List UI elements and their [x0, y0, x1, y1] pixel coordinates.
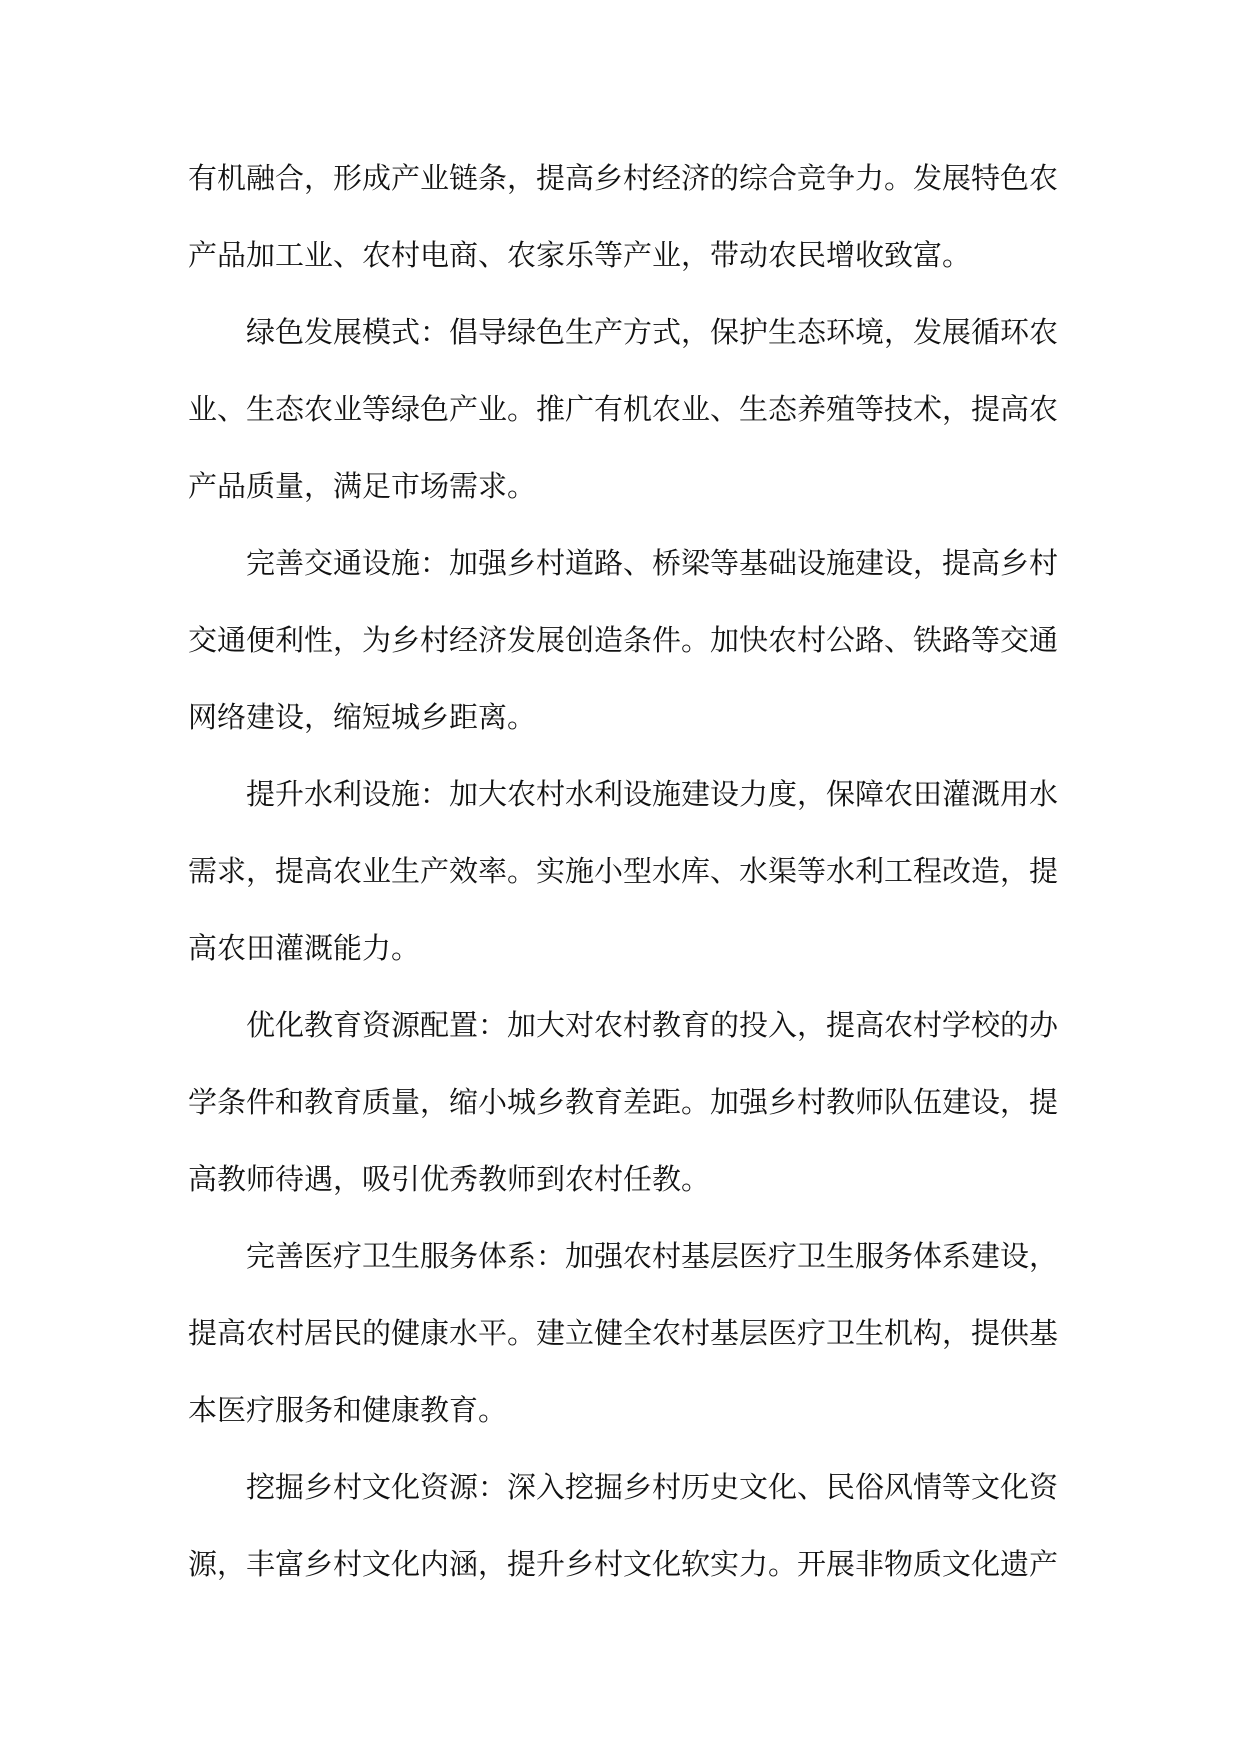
paragraph-education-resources: 优化教育资源配置：加大对农村教育的投入，提高农村学校的办学条件和教育质量，缩小城乡教育差距。加强乡村教师队伍建设，提高教师待遇，吸引优秀教师到农村任教。: [188, 1008, 1059, 1196]
paragraph-transport-facilities: 完善交通设施：加强乡村道路、桥梁等基础设施建设，提高乡村交通便利性，为乡村经济发展创造条件。加快农村公路、铁路等交通网络建设，缩短城乡距离。: [188, 546, 1059, 734]
paragraph-rural-culture: 挖掘乡村文化资源：深入挖掘乡村历史文化、民俗风情等文化资源，丰富乡村文化内涵，提升乡村文化软实力。开展非物质文化遗产: [188, 1470, 1059, 1581]
paragraph-industry-chain: 有机融合，形成产业链条，提高乡村经济的综合竞争力。发展特色农产品加工业、农村电商、农家乐等产业，带动农民增收致富。: [188, 161, 1059, 272]
document-body: [188, 140, 1058, 1603]
paragraph-medical-services: 完善医疗卫生服务体系：加强农村基层医疗卫生服务体系建设，提高农村居民的健康水平。建立健全农村基层医疗卫生机构，提供基本医疗服务和健康教育。: [188, 1239, 1059, 1427]
paragraph-water-conservancy: 提升水利设施：加大农村水利设施建设力度，保障农田灌溉用水需求，提高农业生产效率。实施小型水库、水渠等水利工程改造，提高农田灌溉能力。: [188, 777, 1059, 965]
paragraph-green-development: 绿色发展模式：倡导绿色生产方式，保护生态环境，发展循环农业、生态农业等绿色产业。推广有机农业、生态养殖等技术，提高农产品质量，满足市场需求。: [188, 315, 1059, 503]
